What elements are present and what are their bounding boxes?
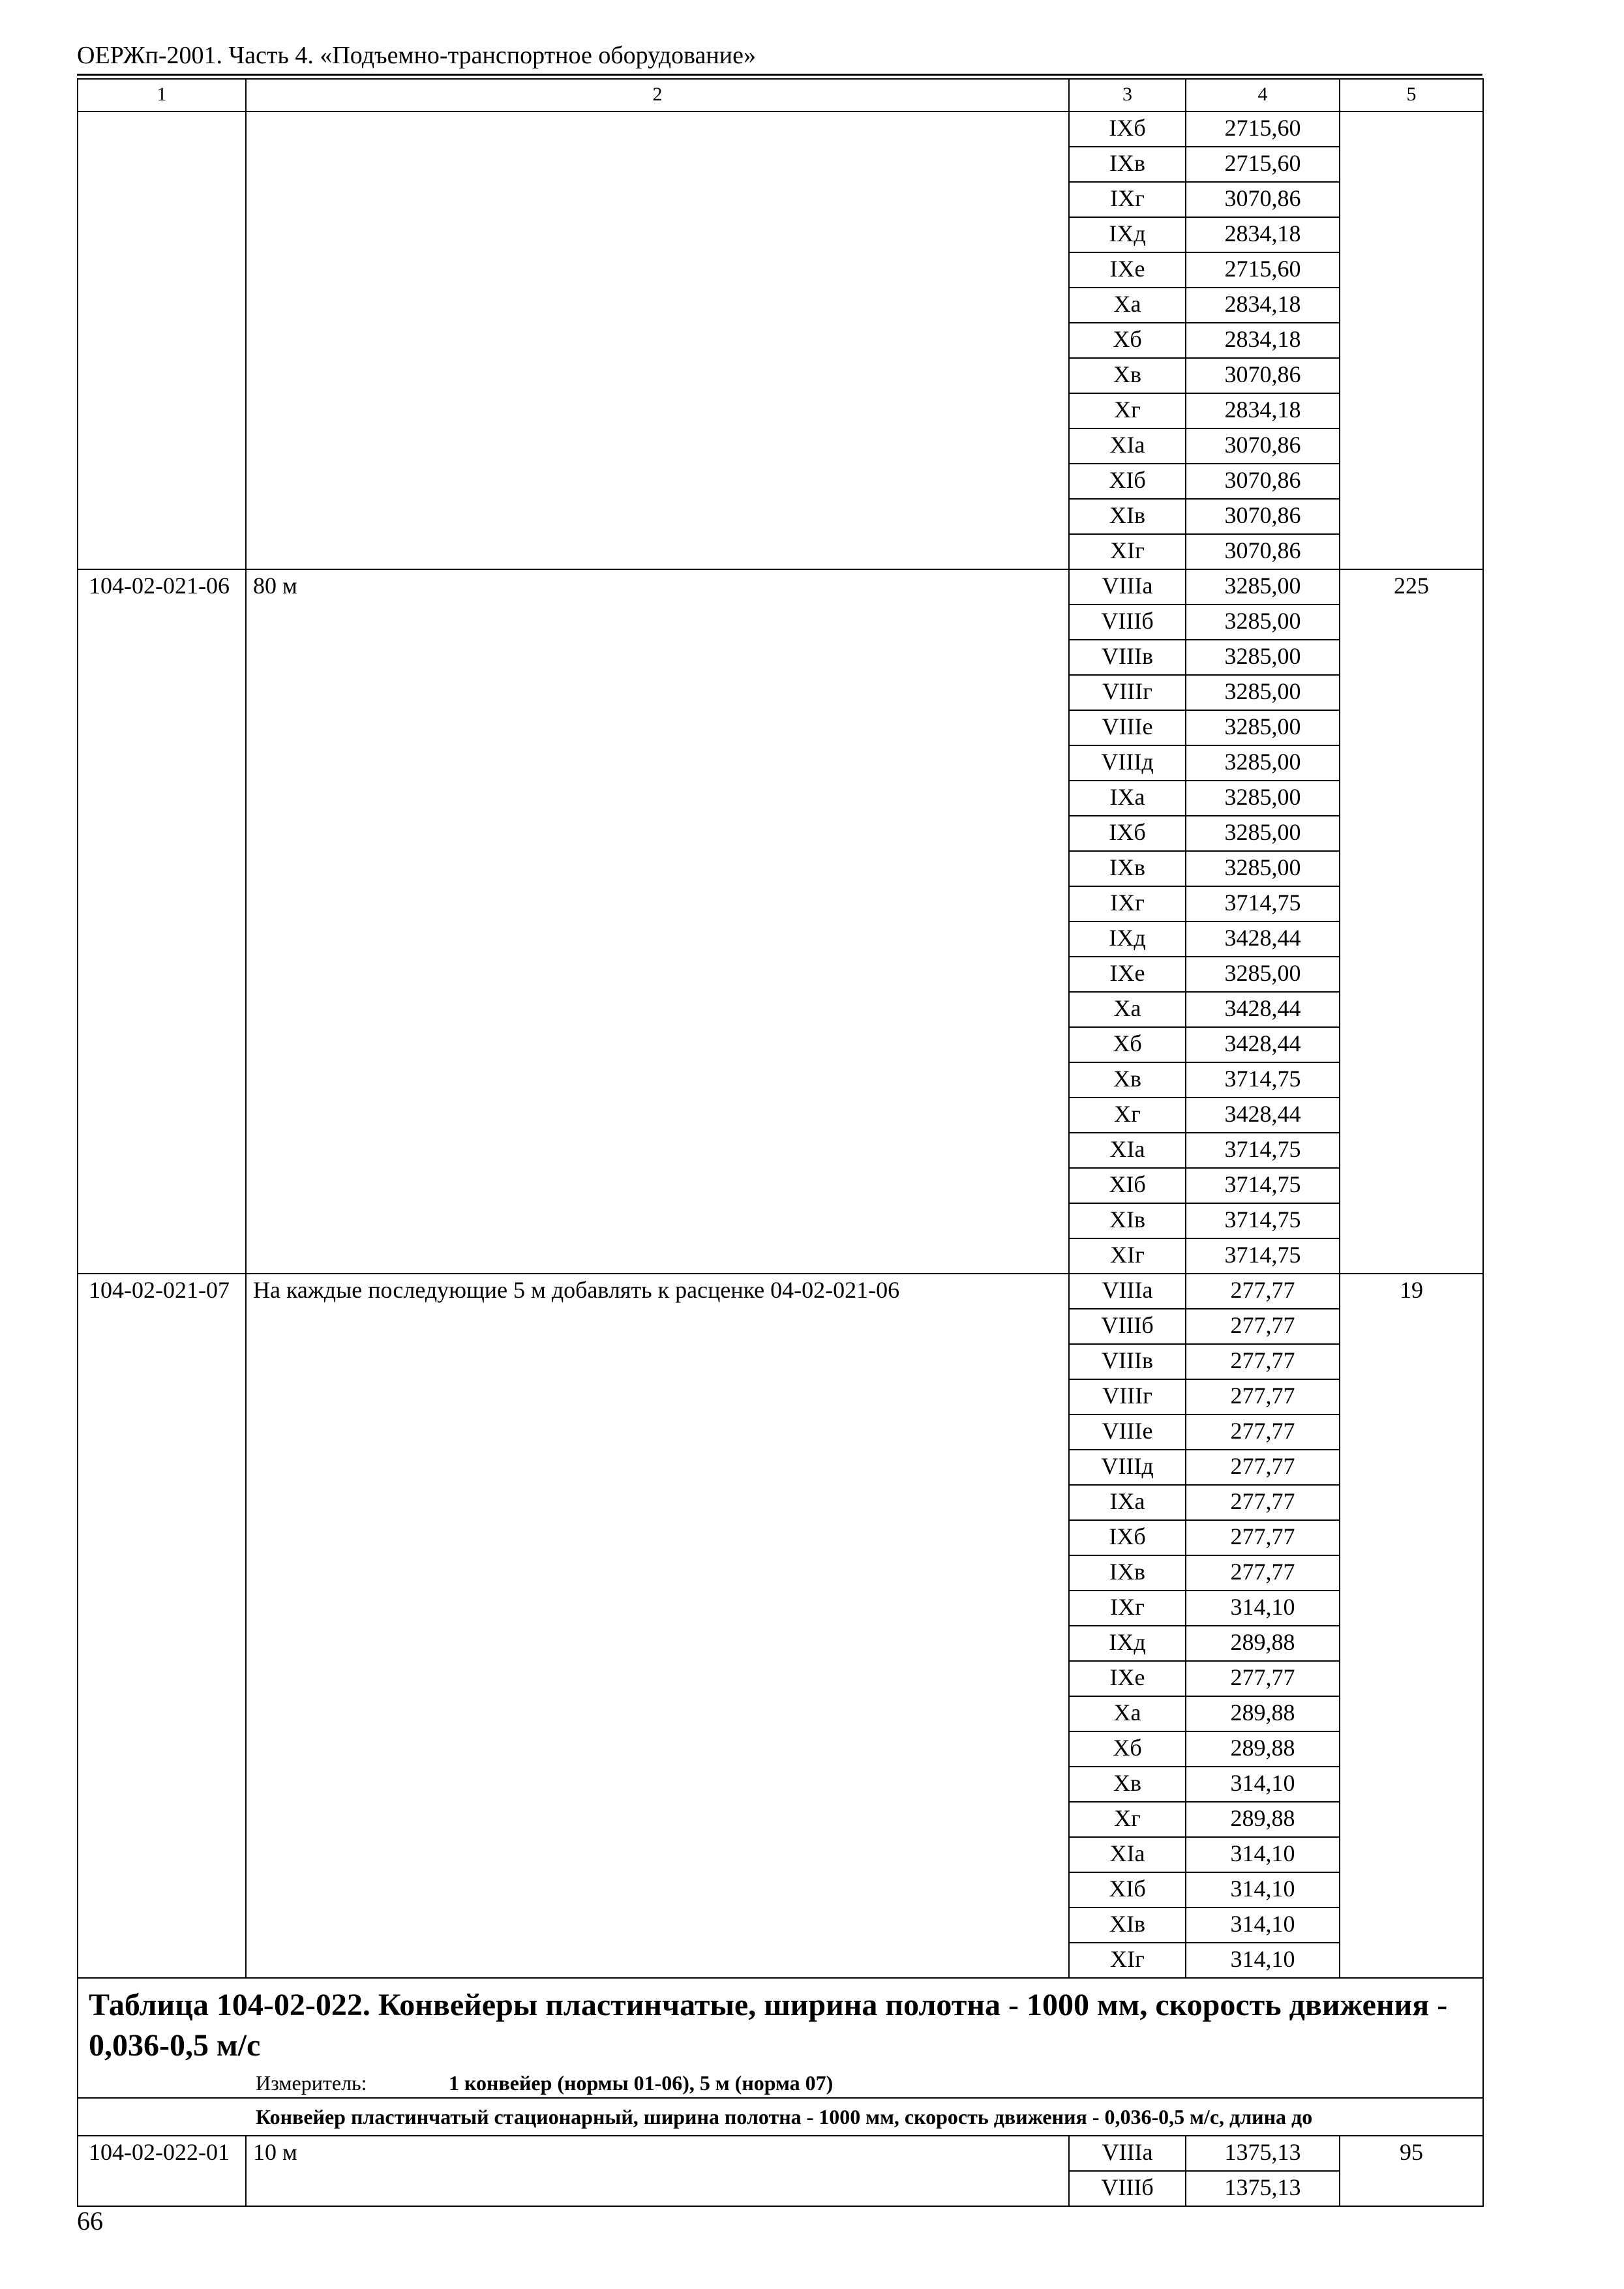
rate-column5: 95 (1340, 2136, 1483, 2206)
rate-price: 3070,86 (1186, 464, 1340, 499)
rate-price: 3428,44 (1186, 1027, 1340, 1062)
table-row (78, 112, 1483, 147)
rate-price: 314,10 (1186, 1943, 1340, 1978)
rate-price: 277,77 (1186, 1485, 1340, 1520)
rate-price: 277,77 (1186, 1309, 1340, 1344)
rate-description: 80 м (246, 569, 1069, 1274)
rate-description (246, 112, 1069, 569)
rate-price: 3714,75 (1186, 1062, 1340, 1098)
rate-price: 3285,00 (1186, 745, 1340, 781)
rate-grade: VIIIг (1069, 675, 1186, 710)
meter-cell (78, 2069, 1483, 2098)
rate-grade: VIIIе (1069, 1414, 1186, 1450)
rate-grade: Xб (1069, 323, 1186, 358)
rate-price: 277,77 (1186, 1520, 1340, 1555)
rate-price: 2834,18 (1186, 393, 1340, 428)
rate-price: 3714,75 (1186, 886, 1340, 921)
rate-price: 3285,00 (1186, 640, 1340, 675)
rate-grade: VIIIв (1069, 1344, 1186, 1379)
rate-grade: IXб (1069, 112, 1186, 147)
rate-price: 2715,60 (1186, 147, 1340, 182)
column-number: 2 (246, 79, 1069, 112)
rate-price: 2834,18 (1186, 323, 1340, 358)
rate-code: 104-02-022-01 (78, 2136, 246, 2206)
rate-price: 3070,86 (1186, 534, 1340, 569)
rate-grade: VIIIг (1069, 1379, 1186, 1414)
rate-grade: XIа (1069, 1837, 1186, 1872)
rate-price: 3714,75 (1186, 1238, 1340, 1274)
rate-grade: IXе (1069, 957, 1186, 992)
rate-grade: Xв (1069, 358, 1186, 393)
rate-price: 3285,00 (1186, 851, 1340, 886)
rate-price: 3285,00 (1186, 675, 1340, 710)
rate-grade: IXб (1069, 1520, 1186, 1555)
rate-grade: XIб (1069, 464, 1186, 499)
table-row (78, 569, 1483, 605)
rate-grade: XIг (1069, 1943, 1186, 1978)
rate-price: 277,77 (1186, 1555, 1340, 1591)
rate-price: 289,88 (1186, 1731, 1340, 1767)
rate-grade: Xб (1069, 1731, 1186, 1767)
section-row (78, 2098, 1483, 2136)
section-heading: Конвейер пластинчатый стационарный, ширина полотна - 1000 мм, скорость движения - 0,036-0,5 м/с, длина до (78, 2098, 1483, 2136)
rate-grade: IXв (1069, 147, 1186, 182)
rate-price: 277,77 (1186, 1661, 1340, 1696)
rate-grade: IXа (1069, 781, 1186, 816)
rate-grade: Xг (1069, 1098, 1186, 1133)
rate-grade: IXд (1069, 921, 1186, 957)
rate-price: 2834,18 (1186, 288, 1340, 323)
rate-price: 3285,00 (1186, 816, 1340, 851)
rate-grade: Xв (1069, 1062, 1186, 1098)
rate-grade: VIIIв (1069, 640, 1186, 675)
rate-price: 3070,86 (1186, 182, 1340, 217)
rate-price: 289,88 (1186, 1626, 1340, 1661)
rate-grade: XIв (1069, 499, 1186, 534)
rate-code (78, 112, 246, 569)
rate-grade: Xг (1069, 393, 1186, 428)
rate-grade: IXв (1069, 851, 1186, 886)
rate-price: 2834,18 (1186, 217, 1340, 252)
rate-price: 277,77 (1186, 1379, 1340, 1414)
table-row (78, 2136, 1483, 2171)
rate-grade: IXе (1069, 1661, 1186, 1696)
rate-price: 314,10 (1186, 1908, 1340, 1943)
column-number: 3 (1069, 79, 1186, 112)
rate-grade: VIIIб (1069, 2171, 1186, 2206)
rate-price: 3285,00 (1186, 605, 1340, 640)
rate-price: 3714,75 (1186, 1133, 1340, 1168)
rate-description: 10 м (246, 2136, 1069, 2206)
rate-price: 289,88 (1186, 1802, 1340, 1837)
rate-price: 3070,86 (1186, 358, 1340, 393)
rate-column5 (1340, 112, 1483, 569)
rate-grade: XIа (1069, 428, 1186, 464)
rate-price: 289,88 (1186, 1696, 1340, 1731)
header-rule (77, 74, 1482, 76)
column-number: 4 (1186, 79, 1340, 112)
rate-grade: VIIIе (1069, 710, 1186, 745)
rate-grade: XIг (1069, 534, 1186, 569)
rate-price: 314,10 (1186, 1872, 1340, 1908)
rate-price: 277,77 (1186, 1274, 1340, 1309)
rate-grade: IXв (1069, 1555, 1186, 1591)
rate-grade: IXб (1069, 816, 1186, 851)
rate-grade: XIб (1069, 1168, 1186, 1203)
rate-price: 1375,13 (1186, 2136, 1340, 2171)
meter-row (78, 2069, 1483, 2098)
rate-code: 104-02-021-07 (78, 1274, 246, 1978)
page-number: 66 (77, 2206, 103, 2236)
column-number-row (78, 79, 1483, 112)
rate-price: 314,10 (1186, 1591, 1340, 1626)
rate-price: 277,77 (1186, 1450, 1340, 1485)
rate-code: 104-02-021-06 (78, 569, 246, 1274)
rate-grade: Xг (1069, 1802, 1186, 1837)
rate-price: 3285,00 (1186, 957, 1340, 992)
new-table-title: Таблица 104-02-022. Конвейеры пластинчатые, ширина полотна - 1000 мм, скорость движения - 0,036-0,5 м/с (78, 1978, 1483, 2069)
column-number: 5 (1340, 79, 1483, 112)
rate-price: 2715,60 (1186, 252, 1340, 288)
rate-grade: IXг (1069, 886, 1186, 921)
rate-grade: IXе (1069, 252, 1186, 288)
rate-price: 3285,00 (1186, 710, 1340, 745)
rate-grade: IXд (1069, 1626, 1186, 1661)
rate-grade: IXг (1069, 1591, 1186, 1626)
rate-price: 277,77 (1186, 1414, 1340, 1450)
rates-table (77, 78, 1484, 2207)
rate-price: 314,10 (1186, 1767, 1340, 1802)
rate-grade: VIIIб (1069, 605, 1186, 640)
table-row (78, 1274, 1483, 1309)
rate-grade: XIб (1069, 1872, 1186, 1908)
rate-grade: XIг (1069, 1238, 1186, 1274)
rate-description: На каждые последующие 5 м добавлять к расценке 04-02-021-06 (246, 1274, 1069, 1978)
meter-value: 1 конвейер (нормы 01-06), 5 м (норма 07) (449, 2071, 834, 2095)
rate-grade: Xб (1069, 1027, 1186, 1062)
rate-price: 3428,44 (1186, 1098, 1340, 1133)
rate-price: 3285,00 (1186, 781, 1340, 816)
new-table-title-row (78, 1978, 1483, 2069)
rate-price: 3714,75 (1186, 1203, 1340, 1238)
rate-column5: 19 (1340, 1274, 1483, 1978)
rate-grade: IXд (1069, 217, 1186, 252)
rate-grade: VIIIа (1069, 569, 1186, 605)
rate-grade: VIIIа (1069, 2136, 1186, 2171)
rate-grade: Xа (1069, 1696, 1186, 1731)
rate-price: 1375,13 (1186, 2171, 1340, 2206)
rate-grade: VIIIб (1069, 1309, 1186, 1344)
rate-price: 3070,86 (1186, 499, 1340, 534)
column-number: 1 (78, 79, 246, 112)
rate-grade: XIв (1069, 1203, 1186, 1238)
rate-grade: XIа (1069, 1133, 1186, 1168)
page-header: ОЕРЖп-2001. Часть 4. «Подъемно-транспортное оборудование» (77, 42, 756, 69)
rate-grade: VIIIд (1069, 1450, 1186, 1485)
rate-grade: Xа (1069, 288, 1186, 323)
rate-price: 3428,44 (1186, 921, 1340, 957)
rate-column5: 225 (1340, 569, 1483, 1274)
rate-price: 3285,00 (1186, 569, 1340, 605)
rates-table-body (78, 79, 1483, 2206)
rate-price: 277,77 (1186, 1344, 1340, 1379)
rate-grade: XIв (1069, 1908, 1186, 1943)
rate-price: 2715,60 (1186, 112, 1340, 147)
rate-grade: VIIIа (1069, 1274, 1186, 1309)
rate-price: 3714,75 (1186, 1168, 1340, 1203)
rate-grade: Xв (1069, 1767, 1186, 1802)
rate-grade: IXа (1069, 1485, 1186, 1520)
meter-label: Измеритель: (256, 2071, 367, 2095)
rate-grade: IXг (1069, 182, 1186, 217)
rate-price: 3428,44 (1186, 992, 1340, 1027)
rate-grade: VIIIд (1069, 745, 1186, 781)
rate-grade: Xа (1069, 992, 1186, 1027)
rate-price: 3070,86 (1186, 428, 1340, 464)
rate-price: 314,10 (1186, 1837, 1340, 1872)
